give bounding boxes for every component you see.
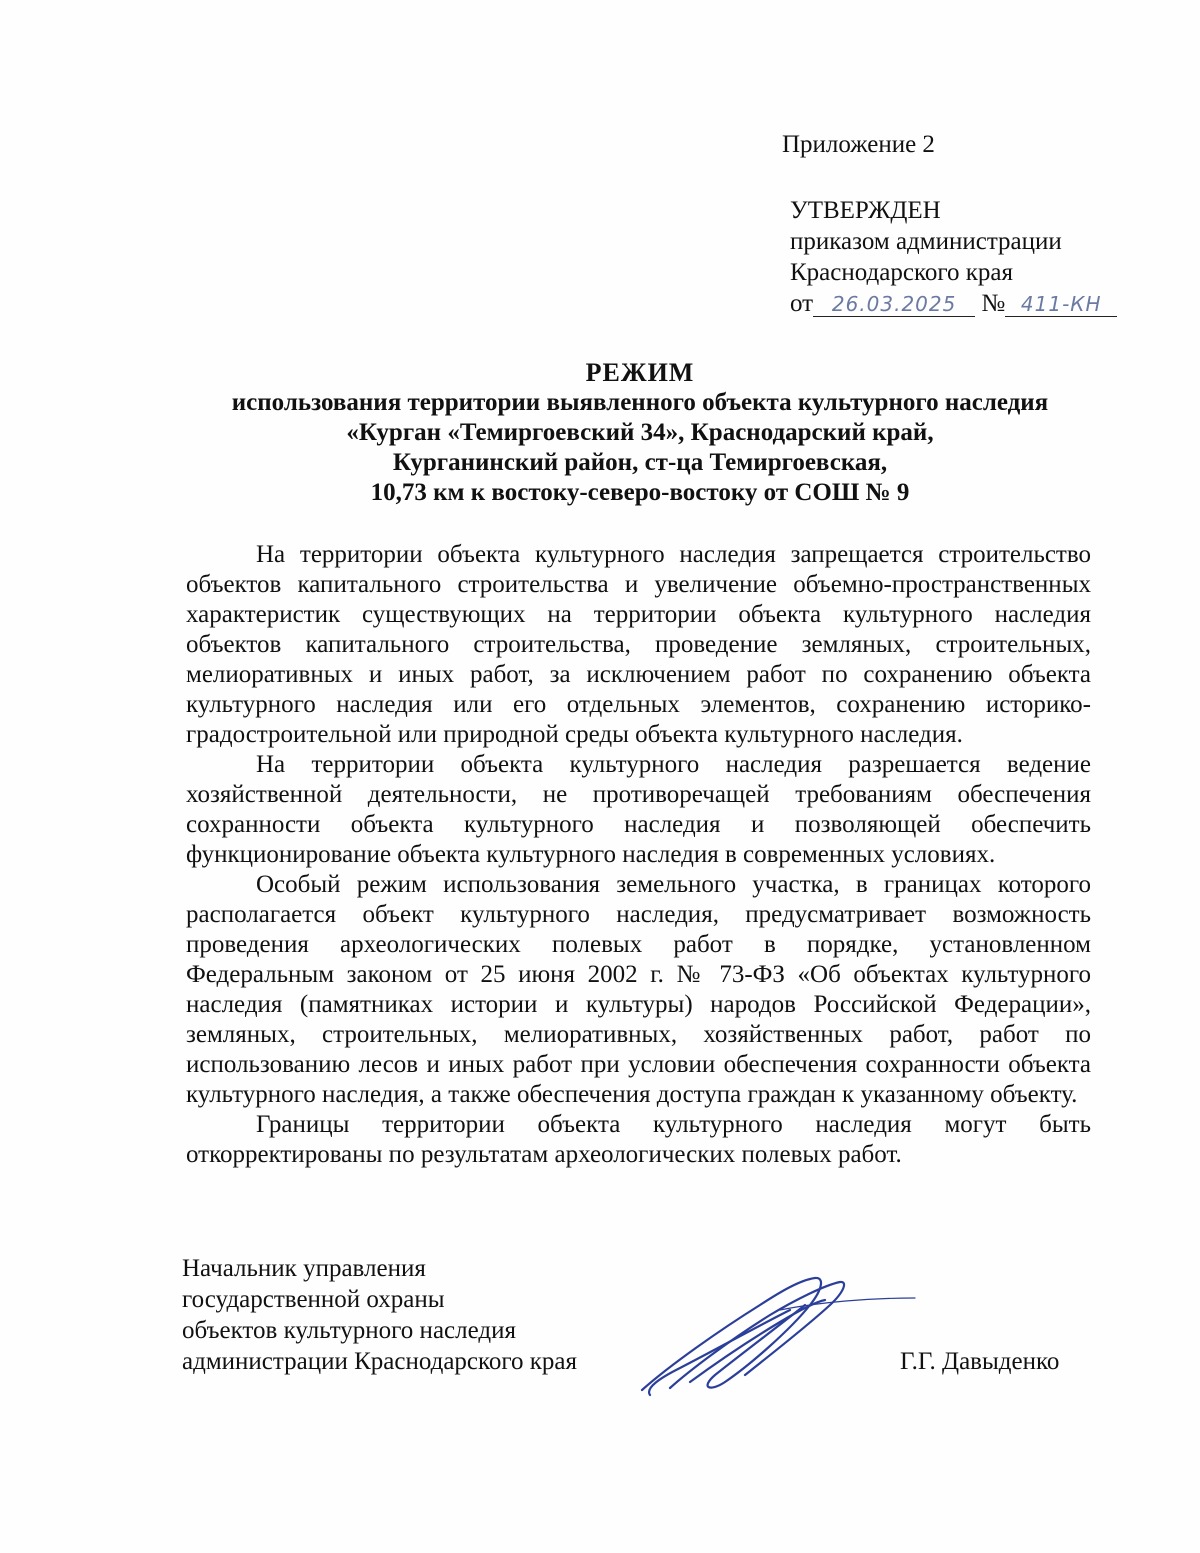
signatory-line-2: государственной охраны: [182, 1286, 445, 1313]
signatory-name: Г.Г. Давыденко: [900, 1348, 1060, 1375]
title-line-2: «Курган «Темиргоевский 34», Краснодарский край,: [346, 419, 934, 446]
handwritten-number: 411-КН: [1005, 292, 1117, 317]
approval-date-row: [790, 288, 1117, 319]
handwritten-date: 26.03.2025: [813, 292, 975, 317]
paragraph-2: На территории объекта культурного наследия разрешается ведение хозяйственной деятельности, не противоречащей требованиям обеспечения сохранности объекта культурного наследия и позволяющей обеспечить функционирование объекта культурного наследия в современных условиях.: [186, 751, 1091, 868]
title-line-4: 10,73 км к востоку-северо-востоку от СОШ № 9: [370, 479, 910, 506]
signatory-line-1: Начальник управления: [182, 1255, 426, 1282]
signatory-title: [182, 1253, 577, 1377]
number-prefix: №: [981, 290, 1006, 317]
title-line-3: Курганинский район, ст-ца Темиргоевская,: [392, 449, 888, 476]
signatory-line-3: объектов культурного наследия: [182, 1317, 516, 1344]
document-title: [180, 358, 1100, 508]
approval-line-2: приказом администрации: [790, 228, 1062, 255]
paragraph-3: Особый режим использования земельного участка, в границах которого располагается объект культурного наследия, предусматривает возможность проведения археологических полевых работ в порядке, установленном Федеральным законом от 25 июня 2002 г. № 73-ФЗ «Об объектах культурного наследия (памятниках истории и культуры) народов Российской Федерации», земляных, строительных, мелиоративных, хозяйственных работ, работ по использованию лесов и иных работ при условии обеспечения сохранности объекта культурного наследия, а также обеспечения доступа граждан к указанному объекту.: [186, 871, 1091, 1108]
approval-block: [790, 195, 1117, 319]
date-prefix: от: [790, 290, 814, 317]
signatory-line-4: администрации Краснодарского края: [182, 1348, 578, 1375]
handwritten-signature: [630, 1270, 920, 1400]
appendix-label: Приложение 2: [782, 131, 935, 158]
paragraph-1: На территории объекта культурного наследия запрещается строительство объектов капитального строительства и увеличение объемно-пространственных характеристик существующих на территории объекта культурного наследия объектов капитального строительства, проведение земляных, строительных, мелиоративных и иных работ, за исключением работ по сохранению объекта культурного наследия или его отдельных элементов, сохранению историко-градостроительной или природной среды объекта культурного наследия.: [186, 541, 1091, 748]
document-body: [186, 540, 1091, 1170]
title-line-1: использования территории выявленного объекта культурного наследия: [231, 389, 1049, 416]
paragraph-4: Границы территории объекта культурного наследия могут быть откорректированы по результатам археологических полевых работ.: [186, 1111, 1091, 1168]
approval-title: УТВЕРЖДЕН: [790, 197, 941, 224]
approval-line-3: Краснодарского края: [790, 259, 1013, 286]
title-heading: РЕЖИМ: [585, 358, 695, 387]
